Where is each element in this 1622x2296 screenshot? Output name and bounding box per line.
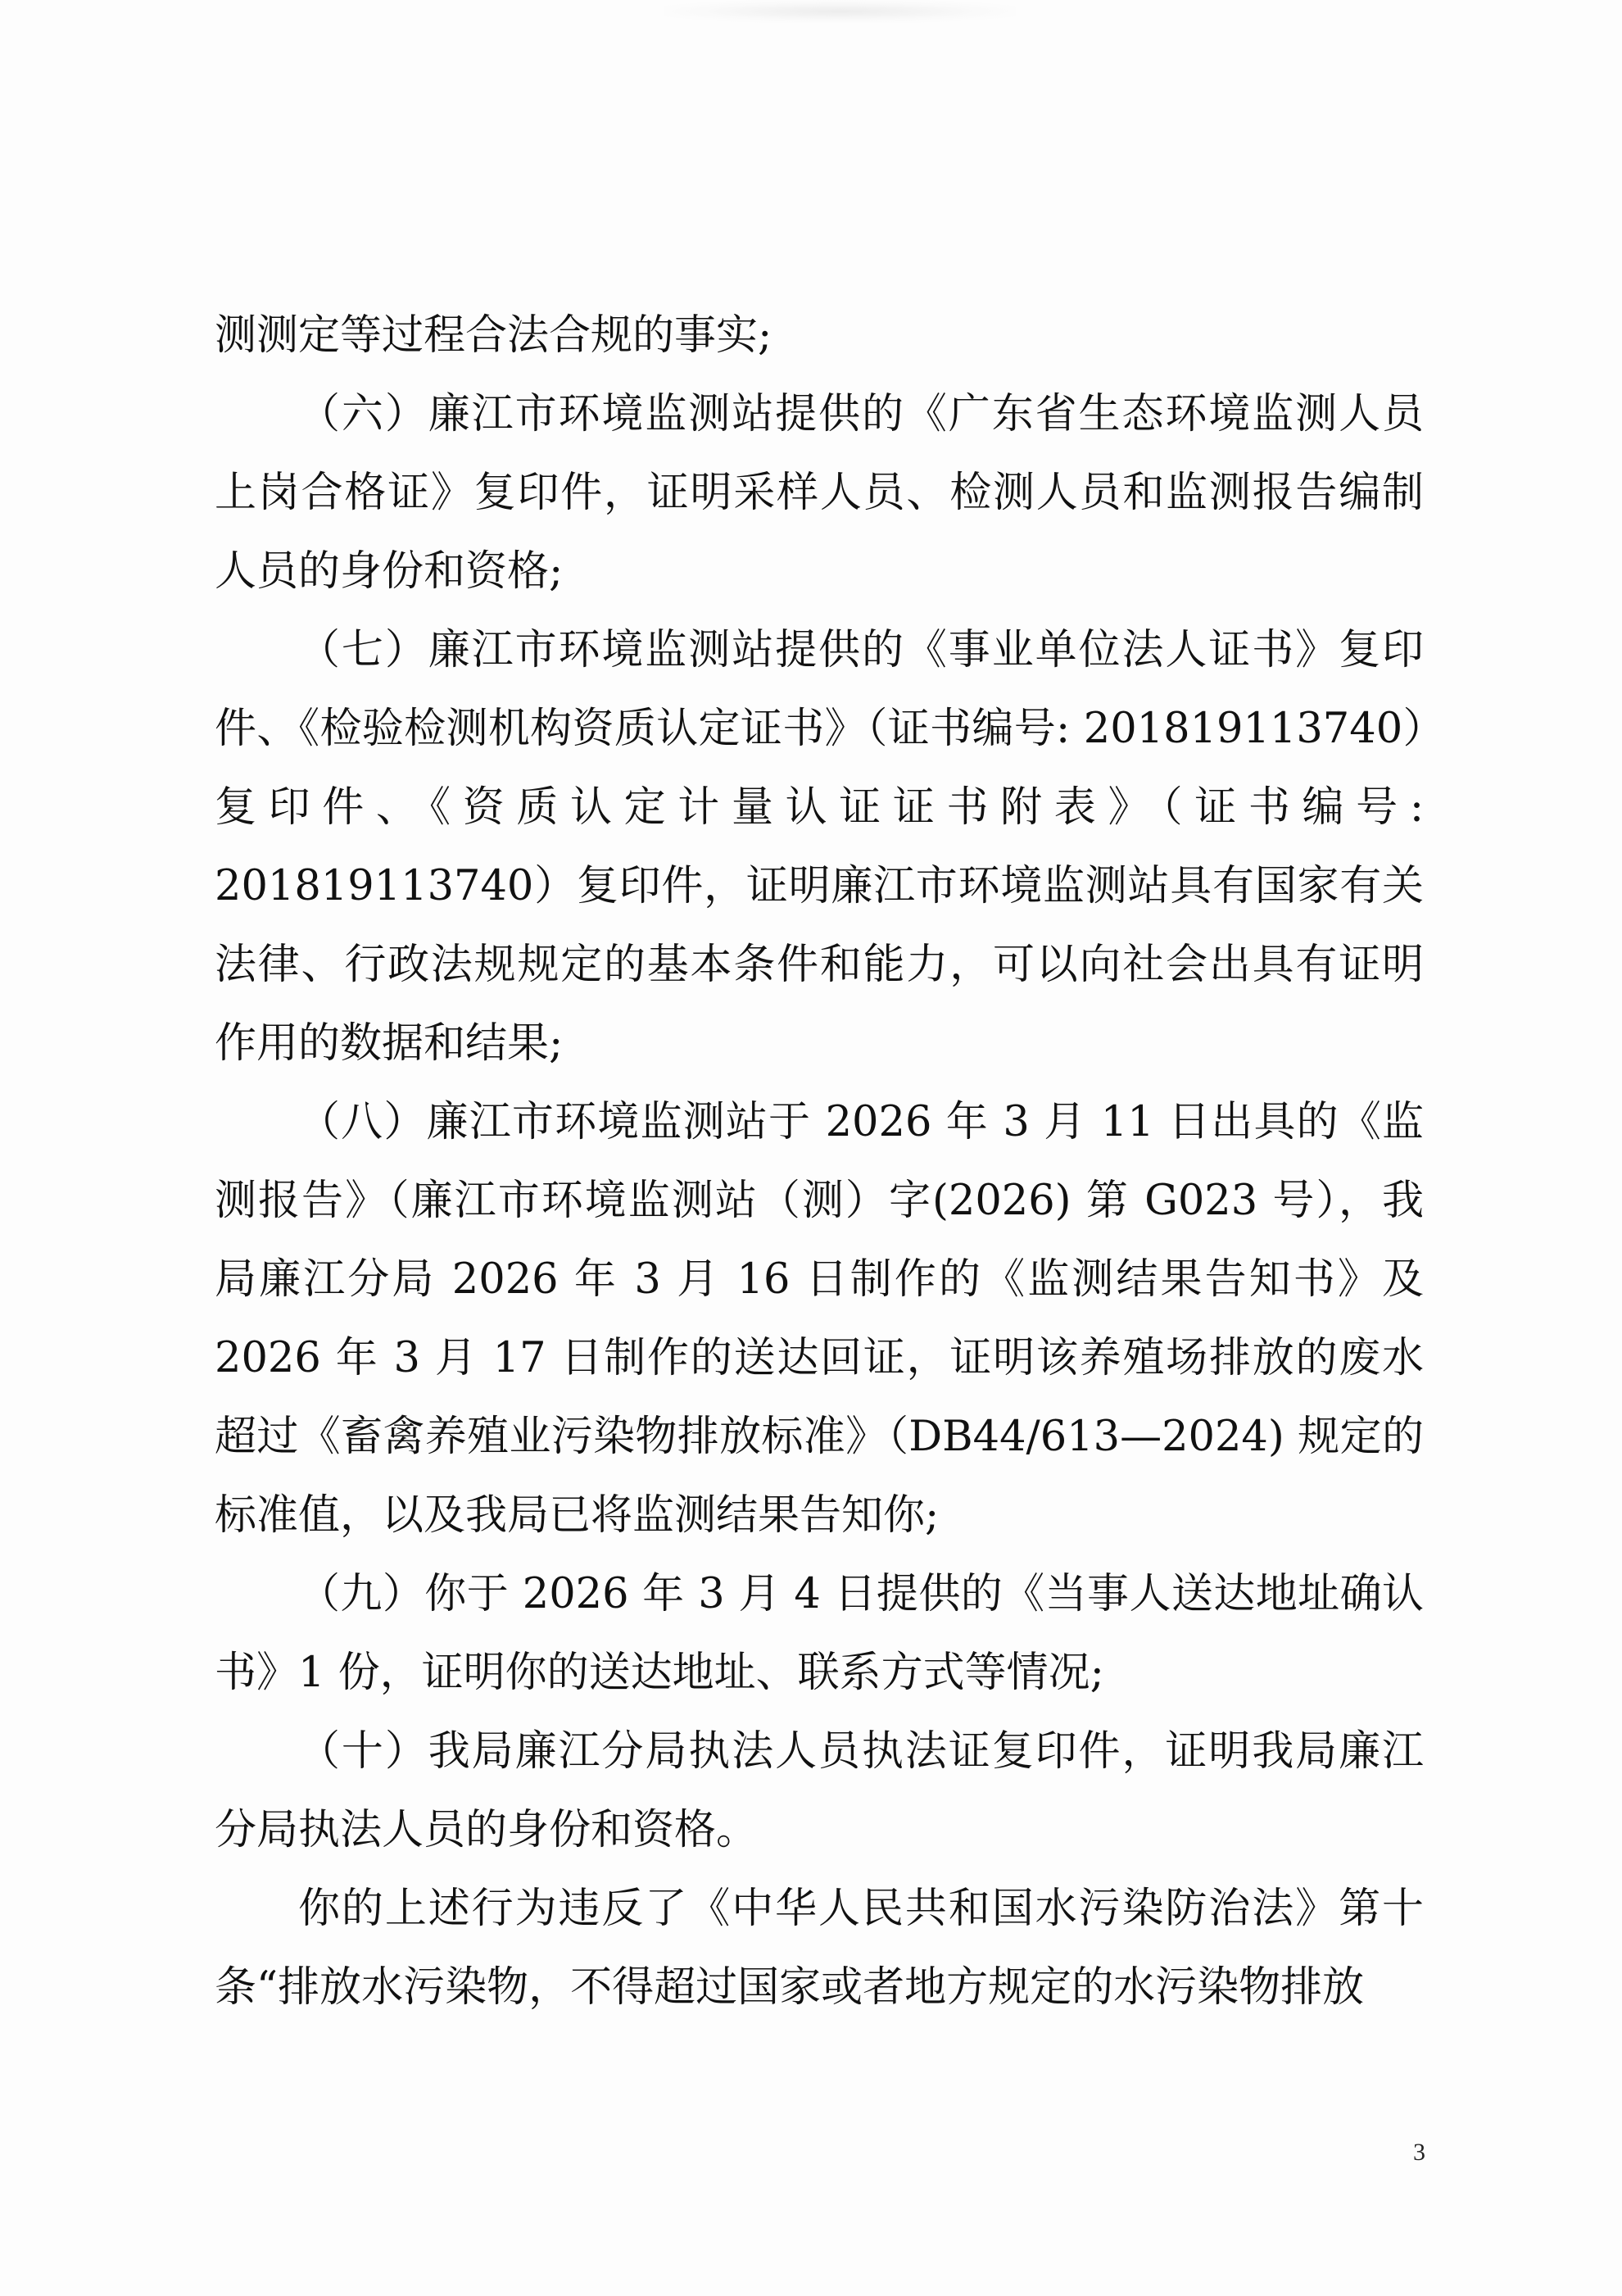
page-number: 3: [1413, 2139, 1425, 2166]
paragraph-evidence-10: （十）我局廉江分局执法人员执法证复印件，证明我局廉江分局执法人员的身份和资格。: [215, 1727, 1424, 1854]
paragraph-continuation: 测测定等过程合法合规的事实;: [215, 311, 772, 360]
paragraph-evidence-7: （七）廉江市环境监测站提供的《事业单位法人证书》复印件、《检验检测机构资质认定证书》（证书编号: 201819113740）复印件、《资质认定计量认证证书附表》（证书编号: 201819113740）复印件，证明廉江市环境监测站具有国家有关法律、行政法规规定的基本条件和能力，可以向社会出具有证明作用的数据和结果;: [215, 626, 1424, 1068]
paragraph-evidence-6: （六）廉江市环境监测站提供的《广东省生态环境监测人员上岗合格证》复印件，证明采样人员、检测人员和监测报告编制人员的身份和资格;: [215, 390, 1424, 596]
paragraph-evidence-9: （九）你于 2026 年 3 月 4 日提供的《当事人送达地址确认书》1 份，证明你的送达地址、联系方式等情况;: [215, 1570, 1424, 1697]
document-body: [215, 297, 1424, 2027]
scan-artifact: [664, 0, 1016, 23]
paragraph-evidence-8: （八）廉江市环境监测站于 2026 年 3 月 11 日出具的《监测报告》（廉江市环境监测站（测）字(2026) 第 G023 号），我局廉江分局 2026 年 3 月 16 日制作的《监测结果告知书》及 2026 年 3 月 17 日制作的送达回证，证明该养殖场排放的废水超过《畜禽养殖业污染物排放标准》（DB44/613—2024) 规定的标准值，以及我局已将监测结果告知你;: [215, 1098, 1424, 1540]
paragraph-violation: 你的上述行为违反了《中华人民共和国水污染防治法》第十条“排放水污染物，不得超过国家或者地方规定的水污染物排放: [215, 1885, 1424, 2012]
